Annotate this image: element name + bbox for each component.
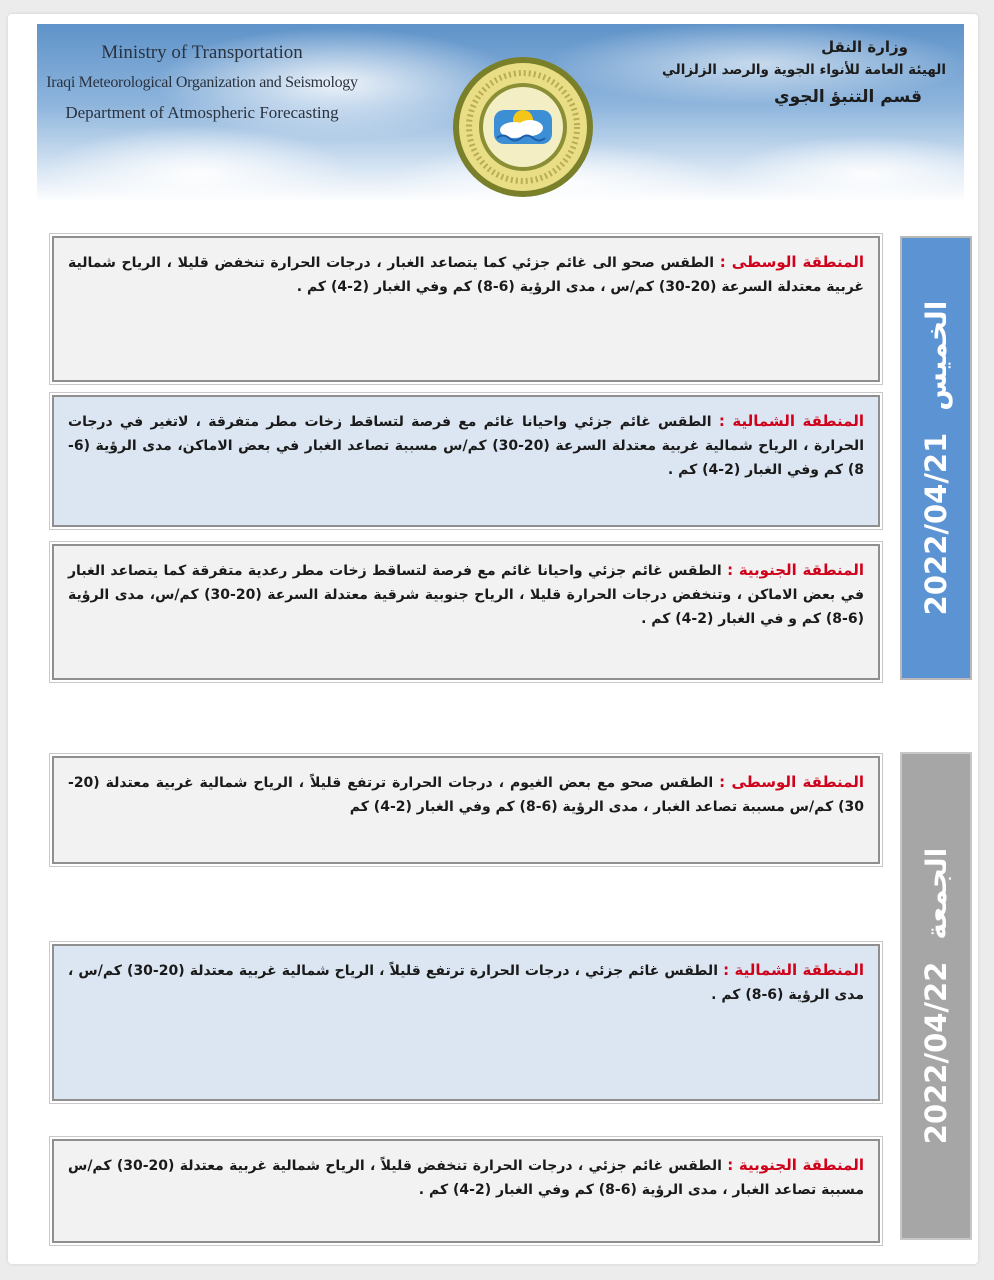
ministry-name-en: Ministry of Transportation (101, 42, 303, 63)
forecast-text (68, 409, 864, 482)
region-label: المنطقة الجنوبية : (727, 561, 865, 579)
forecast-body: الطقس غائم جزئي ، درجات الحرارة تنخفض قليلاً ، الرياح شمالية غربية معتدلة (20-30) كم/س مسببة تصاعد الغبار ، مدى الرؤية (6-8) كم وفي الغبار (2-4) كم . (68, 1158, 864, 1198)
forecast-text (68, 250, 864, 299)
forecast-text (68, 1153, 864, 1202)
forecast-body: الطقس غائم جزئي واحيانا غائم مع فرصة لتساقط زخات مطر رعدية متفرقة كما يتصاعد الغبار في بعض الاماكن ، وتنخفض درجات الحرارة قليلا ، الرياح جنوبية شرقية معتدلة السرعة (20-30) كم/س، مدى الرؤية (6-8) كم و في الغبار (2-4) كم . (68, 563, 864, 627)
organization-name-ar: الهيئة العامة للأنواء الجوية والرصد الزلزالي (661, 62, 946, 78)
forecast-body: الطقس صحو مع بعض الغيوم ، درجات الحرارة ترتفع قليلاً ، الرياح شمالية غربية معتدلة (20-30) كم/س مسببة تصاعد الغبار ، مدى الرؤية (6-8) كم وفي الغبار (2-4) كم (68, 775, 864, 815)
header-arabic-block (656, 36, 946, 112)
forecast-body: الطقس غائم جزئي ، درجات الحرارة ترتفع قليلاً ، الرياح شمالية غربية معتدلة (20-30) كم/س ، مدى الرؤية (6-8) كم . (68, 963, 864, 1003)
forecast-box-central-day1 (52, 236, 880, 382)
ministry-name-ar: وزارة النقل (821, 38, 908, 56)
region-label: المنطقة الجنوبية : (727, 1156, 864, 1174)
day-name: الجمعة (920, 847, 953, 940)
date-bar-label (919, 848, 953, 1144)
region-label: المنطقة الشمالية : (723, 961, 864, 979)
header-banner (37, 24, 964, 202)
forecast-box-central-day2 (52, 756, 880, 864)
forecast-date: 2022/04/21 (919, 432, 953, 616)
region-label: المنطقة الوسطى : (719, 253, 864, 271)
date-bar-day1 (900, 236, 972, 680)
forecast-text (68, 958, 864, 1007)
region-label: المنطقة الوسطى : (719, 773, 865, 791)
forecast-box-south-day1 (52, 544, 880, 680)
date-bar-day2 (900, 752, 972, 1240)
forecast-box-north-day1 (52, 395, 880, 527)
forecast-box-north-day2 (52, 944, 880, 1101)
forecast-body: الطقس غائم جزئي واحيانا غائم مع فرصة لتساقط زخات مطر متفرقة ، لاتغير في درجات الحرارة ، الرياح شمالية غربية معتدلة السرعة (20-30) كم/س مسببة تصاعد الغبار في بعض الاماكن، مدى الرؤية (6-8) كم وفي الغبار (2-4) كم . (68, 414, 864, 478)
date-bar-label (919, 301, 953, 616)
department-name-en: Department of Atmospheric Forecasting (65, 103, 339, 122)
region-label: المنطقة الشمالية : (718, 412, 865, 430)
forecast-text (68, 770, 864, 819)
forecast-body: الطقس صحو الى غائم جزئي كما يتصاعد الغبار ، درجات الحرارة تنخفض قليلا ، الرياح شمالية غربية معتدلة السرعة (20-30) كم/س ، مدى الرؤية (6-8) كم وفي الغبار (2-4) كم . (68, 255, 864, 295)
forecast-box-south-day2 (52, 1139, 880, 1243)
day-name: الخميس (920, 300, 953, 411)
department-name-ar: قسم التنبؤ الجوي (774, 87, 922, 107)
organization-name-en: Iraqi Meteorological Organization and Seismology (46, 74, 358, 91)
organization-seal-icon (450, 54, 596, 200)
forecast-date: 2022/04/22 (919, 961, 953, 1145)
forecast-text (68, 558, 864, 631)
header-english-block (37, 38, 367, 128)
